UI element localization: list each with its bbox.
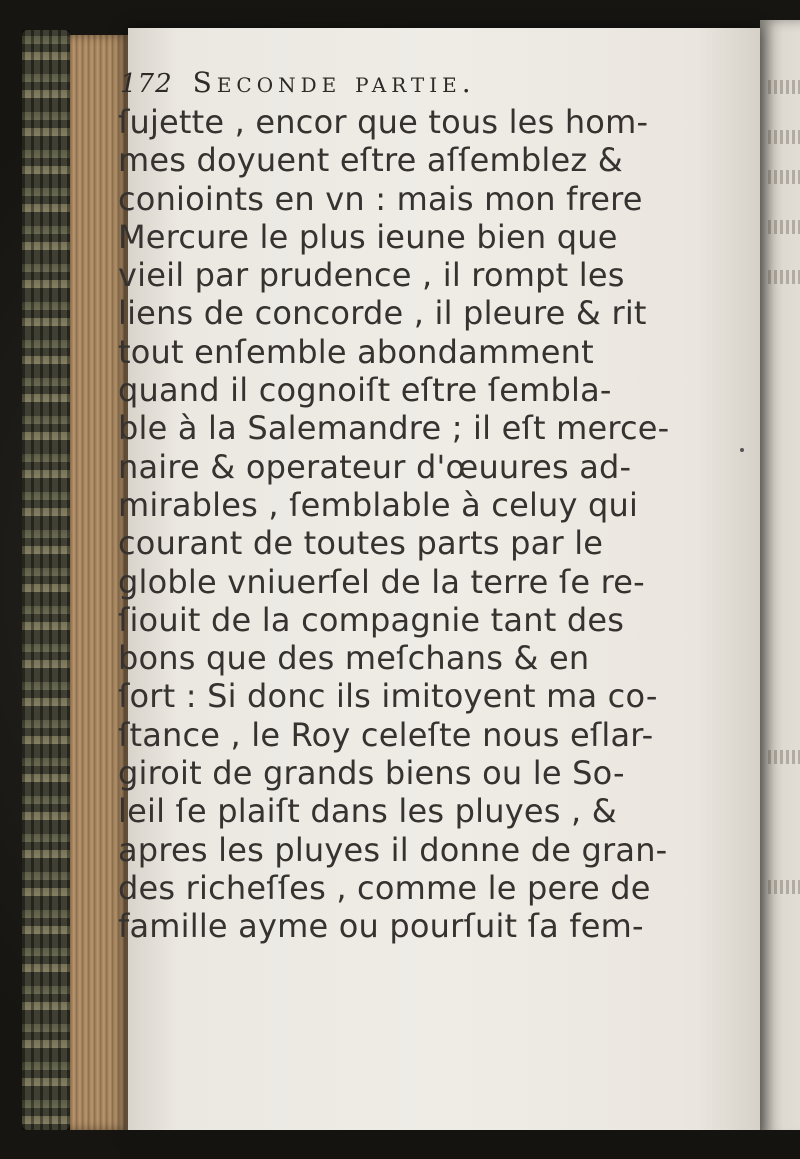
bleed-through-mark — [768, 750, 800, 764]
book-spine — [22, 30, 70, 1130]
text-line: bons que des meſchans & en — [118, 639, 590, 678]
text-line: mes doyuent eſtre aſſemblez & — [118, 141, 623, 180]
text-line: ſiouit de la compagnie tant des — [118, 600, 625, 639]
bottom-shadow — [120, 1130, 800, 1159]
text-line: ſujette , encor que tous les hom- — [118, 103, 649, 141]
next-page-edge — [760, 20, 800, 1140]
text-line: ſtance , le Roy celeſte nous eſlar- — [118, 715, 654, 754]
text-line: globle vniuerſel de la terre ſe re- — [118, 562, 645, 601]
text-line: Mercure le plus ieune bien que — [118, 217, 618, 256]
running-header — [120, 66, 680, 99]
bleed-through-mark — [768, 220, 800, 234]
bleed-through-mark — [768, 130, 800, 144]
text-line: apres les pluyes il donne de gran- — [118, 830, 668, 869]
text-line: famille ayme ou pourſuit ſa fem- — [118, 907, 644, 946]
page-number: 172 — [120, 69, 173, 99]
text-line: conioints en vn : mais mon frere — [118, 179, 643, 218]
text-line: giroit de grands biens ou le So- — [118, 754, 625, 793]
text-line: naire & operateur d'œuures ad- — [118, 447, 632, 486]
text-line: liens de concorde , il pleure & rit — [118, 294, 647, 333]
text-line: des richeſſes , comme le pere de — [118, 868, 651, 907]
text-line: ble à la Salemandre ; il eſt merce- — [118, 409, 670, 448]
text-line: vieil par prudence , il rompt les — [118, 256, 625, 295]
text-line: tout enſemble abondamment — [118, 332, 594, 371]
bleed-through-mark — [768, 880, 800, 894]
margin-mark — [740, 448, 744, 452]
running-title: Seconde partie. — [192, 66, 476, 99]
body-text — [118, 103, 718, 946]
text-line: ſort : Si donc ils imitoyent ma co- — [118, 677, 658, 716]
text-line: courant de toutes parts par le — [118, 524, 604, 563]
bleed-through-mark — [768, 170, 800, 184]
bleed-through-mark — [768, 80, 800, 94]
text-line: quand il cognoiſt eſtre ſembla- — [118, 371, 612, 410]
bleed-through-mark — [768, 270, 800, 284]
text-line: mirables , ſemblable à celuy qui — [118, 485, 639, 524]
text-line: leil ſe plaiſt dans les pluyes , & — [118, 792, 617, 831]
